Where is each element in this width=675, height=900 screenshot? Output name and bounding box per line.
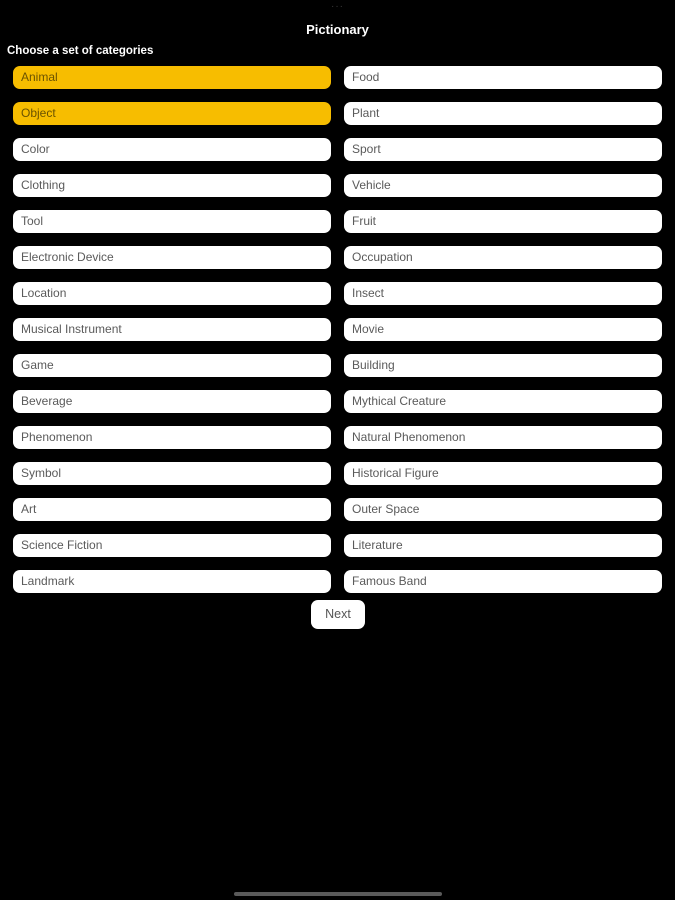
category-button-object[interactable]: Object (13, 102, 331, 125)
category-button-natural-phenomenon[interactable]: Natural Phenomenon (344, 426, 662, 449)
category-button-literature[interactable]: Literature (344, 534, 662, 557)
section-heading: Choose a set of categories (7, 45, 154, 57)
category-button-fruit[interactable]: Fruit (344, 210, 662, 233)
category-button-color[interactable]: Color (13, 138, 331, 161)
category-button-sport[interactable]: Sport (344, 138, 662, 161)
category-grid (13, 66, 662, 593)
category-button-musical-instrument[interactable]: Musical Instrument (13, 318, 331, 341)
category-button-historical-figure[interactable]: Historical Figure (344, 462, 662, 485)
category-button-mythical-creature[interactable]: Mythical Creature (344, 390, 662, 413)
home-indicator[interactable] (234, 892, 442, 896)
page-title: Pictionary (306, 22, 369, 37)
category-button-landmark[interactable]: Landmark (13, 570, 331, 593)
category-button-plant[interactable]: Plant (344, 102, 662, 125)
multitasking-indicator[interactable]: ··· (331, 1, 344, 12)
category-button-insect[interactable]: Insect (344, 282, 662, 305)
next-button[interactable]: Next (311, 600, 365, 629)
category-button-clothing[interactable]: Clothing (13, 174, 331, 197)
category-button-phenomenon[interactable]: Phenomenon (13, 426, 331, 449)
category-button-game[interactable]: Game (13, 354, 331, 377)
category-button-outer-space[interactable]: Outer Space (344, 498, 662, 521)
category-button-beverage[interactable]: Beverage (13, 390, 331, 413)
category-button-electronic-device[interactable]: Electronic Device (13, 246, 331, 269)
category-button-food[interactable]: Food (344, 66, 662, 89)
category-button-movie[interactable]: Movie (344, 318, 662, 341)
category-button-location[interactable]: Location (13, 282, 331, 305)
category-button-occupation[interactable]: Occupation (344, 246, 662, 269)
category-button-art[interactable]: Art (13, 498, 331, 521)
category-button-vehicle[interactable]: Vehicle (344, 174, 662, 197)
category-button-symbol[interactable]: Symbol (13, 462, 331, 485)
category-button-science-fiction[interactable]: Science Fiction (13, 534, 331, 557)
category-button-animal[interactable]: Animal (13, 66, 331, 89)
category-button-famous-band[interactable]: Famous Band (344, 570, 662, 593)
category-button-building[interactable]: Building (344, 354, 662, 377)
category-button-tool[interactable]: Tool (13, 210, 331, 233)
